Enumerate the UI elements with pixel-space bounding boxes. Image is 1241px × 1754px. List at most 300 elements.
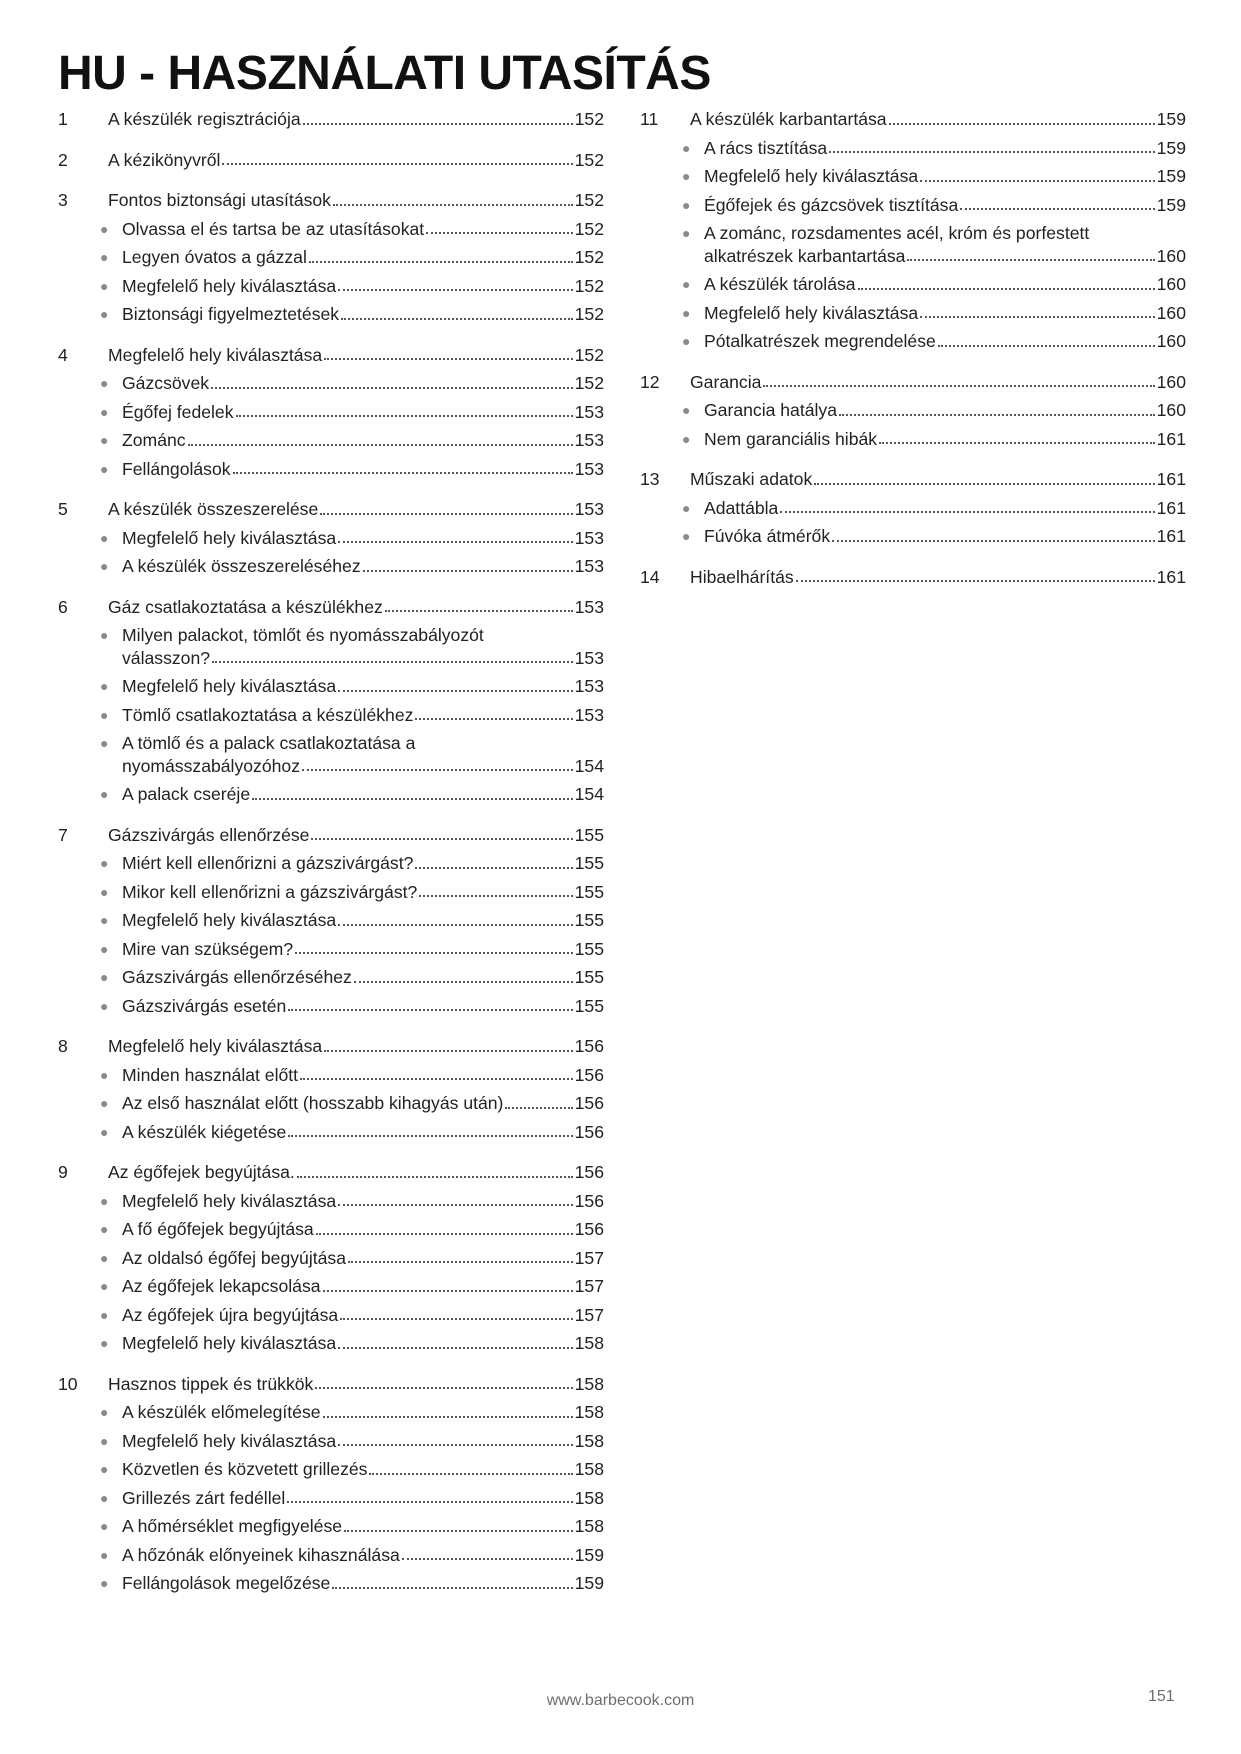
dot-leader bbox=[338, 541, 572, 543]
section-number: 8 bbox=[58, 1036, 68, 1056]
page-ref: 158 bbox=[574, 1516, 604, 1536]
toc-subentry[interactable] bbox=[58, 1487, 604, 1510]
dot-leader bbox=[338, 690, 572, 692]
toc-subentry[interactable] bbox=[58, 624, 604, 669]
toc-entry[interactable] bbox=[58, 1161, 604, 1184]
toc-subentry[interactable] bbox=[58, 1190, 604, 1213]
bullet-icon: ● bbox=[100, 375, 109, 391]
entry-title: Olvassa el és tartsa be az utasításokat bbox=[122, 218, 425, 239]
bullet-icon: ● bbox=[682, 168, 691, 184]
dot-leader bbox=[332, 1587, 572, 1589]
page-ref: 155 bbox=[574, 824, 604, 845]
page-ref: 153 bbox=[574, 401, 604, 422]
toc-subentry[interactable] bbox=[58, 675, 604, 698]
bullet-icon: ● bbox=[100, 1066, 109, 1083]
page-ref: 153 bbox=[574, 458, 604, 479]
entry-title-line bbox=[704, 245, 1186, 268]
entry-title: Égőfejek és gázcsövek tisztítása bbox=[704, 194, 959, 215]
dot-leader bbox=[303, 123, 573, 125]
entry-title: Tömlő csatlakoztatása a készülékhez bbox=[122, 704, 414, 725]
dot-leader bbox=[340, 1318, 572, 1320]
dot-leader bbox=[907, 259, 1154, 261]
entry-title-line bbox=[122, 647, 604, 670]
toc-section bbox=[58, 108, 604, 131]
entry-title: Megfelelő hely kiválasztása bbox=[108, 344, 323, 365]
dot-leader bbox=[212, 661, 573, 663]
page-title: HU - HASZNÁLATI UTASÍTÁS bbox=[58, 47, 711, 100]
entry-title-block bbox=[704, 222, 1186, 267]
entry-title: Hasznos tippek és trükkök bbox=[108, 1373, 314, 1394]
entry-title: A készülék összeszerelése bbox=[108, 499, 319, 519]
entry-title: Mire van szükségem? bbox=[122, 938, 294, 959]
bullet-icon: ● bbox=[100, 1221, 109, 1237]
entry-title: Mikor kell ellenőrizni a gázszivárgást? bbox=[122, 881, 418, 902]
entry-title: Az első használat előtt (hosszabb kihagyás után) bbox=[122, 1093, 504, 1113]
section-number: 4 bbox=[58, 344, 68, 365]
page-ref: 152 bbox=[574, 275, 604, 296]
toc-entry[interactable] bbox=[58, 149, 604, 172]
bullet-icon: ● bbox=[100, 1123, 109, 1140]
toc-subentry[interactable] bbox=[58, 1304, 604, 1327]
dot-leader bbox=[295, 952, 573, 954]
toc-subentry[interactable] bbox=[58, 1092, 604, 1115]
page-ref: 158 bbox=[574, 1333, 604, 1353]
entry-title: A palack cseréje bbox=[122, 784, 251, 804]
entry-title: Fellángolások megelőzése bbox=[122, 1573, 331, 1593]
page-ref: 159 bbox=[1156, 166, 1186, 186]
dot-leader bbox=[348, 1261, 573, 1263]
dot-leader bbox=[385, 610, 573, 612]
toc-section bbox=[640, 371, 1186, 451]
toc-subentry[interactable] bbox=[58, 1401, 604, 1424]
bullet-icon: ● bbox=[100, 403, 109, 420]
bullet-icon: ● bbox=[100, 940, 109, 957]
page-ref: 158 bbox=[574, 1487, 604, 1508]
bullet-icon: ● bbox=[100, 1432, 109, 1449]
bullet-icon: ● bbox=[100, 883, 109, 900]
entry-title: Biztonsági figyelmeztetések bbox=[122, 304, 340, 324]
toc-subentry[interactable] bbox=[640, 194, 1186, 217]
page-ref: 156 bbox=[574, 1121, 604, 1142]
dot-leader bbox=[300, 1078, 573, 1080]
entry-title: Fúvóka átmérők bbox=[704, 526, 831, 546]
dot-leader bbox=[297, 1176, 573, 1178]
bullet-icon: ● bbox=[682, 304, 691, 321]
dot-leader bbox=[338, 1444, 572, 1446]
dot-leader bbox=[222, 163, 572, 165]
entry-title: Fellángolások bbox=[122, 458, 231, 479]
entry-title: A tömlő és a palack csatlakoztatása a bbox=[122, 733, 416, 753]
dot-leader bbox=[324, 1050, 572, 1052]
toc-section bbox=[58, 498, 604, 578]
toc-subentry[interactable] bbox=[58, 246, 604, 269]
toc-subentry[interactable] bbox=[58, 1430, 604, 1453]
entry-title: Hibaelhárítás bbox=[690, 566, 794, 587]
toc-entry[interactable] bbox=[58, 596, 604, 619]
dot-leader bbox=[338, 289, 572, 291]
toc-entry[interactable] bbox=[640, 468, 1186, 491]
page-ref: 160 bbox=[1156, 245, 1186, 266]
toc-subentry[interactable] bbox=[58, 1544, 604, 1567]
bullet-icon: ● bbox=[100, 1095, 109, 1111]
toc-section bbox=[640, 566, 1186, 589]
bullet-icon: ● bbox=[100, 706, 109, 723]
toc-subentry[interactable] bbox=[58, 401, 604, 424]
dot-leader bbox=[341, 318, 573, 320]
toc-subentry[interactable] bbox=[58, 458, 604, 481]
toc-section bbox=[58, 1373, 604, 1595]
entry-title: Műszaki adatok bbox=[690, 469, 813, 489]
page-ref: 156 bbox=[574, 1162, 604, 1182]
page-ref: 152 bbox=[574, 304, 604, 324]
dot-leader bbox=[832, 540, 1155, 542]
bullet-icon: ● bbox=[682, 430, 691, 447]
toc-subentry[interactable] bbox=[640, 399, 1186, 422]
entry-title: A készülék összeszereléséhez bbox=[122, 556, 361, 576]
section-number: 14 bbox=[640, 566, 660, 587]
toc-subentry[interactable] bbox=[58, 555, 604, 578]
toc-subentry[interactable] bbox=[58, 1247, 604, 1270]
toc-subentry[interactable] bbox=[640, 302, 1186, 325]
dot-leader bbox=[363, 570, 573, 572]
dot-leader bbox=[338, 924, 572, 926]
toc-subentry[interactable] bbox=[58, 1332, 604, 1355]
bullet-icon: ● bbox=[682, 333, 691, 349]
dot-leader bbox=[920, 180, 1154, 182]
page-ref: 155 bbox=[574, 910, 604, 930]
toc-left-column bbox=[58, 108, 604, 1613]
toc-subentry[interactable] bbox=[640, 497, 1186, 520]
entry-title: Megfelelő hely kiválasztása bbox=[122, 1430, 337, 1451]
dot-leader bbox=[211, 387, 573, 389]
toc-subentry[interactable] bbox=[58, 429, 604, 452]
toc-subentry[interactable] bbox=[640, 137, 1186, 160]
toc-subentry[interactable] bbox=[640, 273, 1186, 296]
dot-leader bbox=[323, 1416, 573, 1418]
section-number: 6 bbox=[58, 596, 68, 617]
entry-title-block bbox=[122, 732, 604, 777]
toc-subentry[interactable] bbox=[58, 527, 604, 550]
toc-section bbox=[58, 344, 604, 481]
entry-title: Égőfej fedelek bbox=[122, 401, 234, 422]
toc-subentry[interactable] bbox=[58, 1458, 604, 1481]
entry-title: Miért kell ellenőrizni a gázszivárgást? bbox=[122, 853, 414, 873]
dot-leader bbox=[236, 415, 573, 417]
page-ref: 155 bbox=[574, 967, 604, 987]
page-ref: 153 bbox=[574, 704, 604, 725]
entry-title: A készülék regisztrációja bbox=[108, 109, 301, 129]
bullet-icon: ● bbox=[100, 855, 109, 871]
toc-entry[interactable] bbox=[640, 371, 1186, 394]
dot-leader bbox=[426, 232, 572, 234]
dot-leader bbox=[188, 444, 573, 446]
bullet-icon: ● bbox=[682, 225, 691, 241]
entry-title: Milyen palackot, tömlőt és nyomásszabályozót bbox=[122, 625, 484, 645]
entry-title-line bbox=[122, 755, 604, 778]
section-number: 10 bbox=[58, 1373, 78, 1394]
page-ref: 154 bbox=[574, 784, 604, 804]
dot-leader bbox=[338, 1204, 572, 1206]
page-ref: 159 bbox=[1156, 109, 1186, 129]
page-ref: 154 bbox=[574, 755, 604, 776]
entry-title: Garancia hatálya bbox=[704, 400, 838, 420]
bullet-icon: ● bbox=[100, 997, 109, 1014]
dot-leader bbox=[316, 1233, 573, 1235]
page-ref: 160 bbox=[1156, 400, 1186, 420]
toc-subentry[interactable] bbox=[58, 852, 604, 875]
toc-subentry[interactable] bbox=[640, 525, 1186, 548]
toc-subentry[interactable] bbox=[640, 330, 1186, 353]
page-ref: 155 bbox=[574, 853, 604, 873]
toc-section bbox=[58, 596, 604, 806]
toc-subentry[interactable] bbox=[58, 881, 604, 904]
bullet-icon: ● bbox=[100, 1404, 109, 1420]
bullet-icon: ● bbox=[100, 306, 109, 322]
toc-subentry[interactable] bbox=[58, 995, 604, 1018]
page-ref: 155 bbox=[574, 881, 604, 902]
bullet-icon: ● bbox=[100, 1335, 109, 1351]
entry-title: Zománc bbox=[122, 430, 186, 450]
page-ref: 159 bbox=[574, 1573, 604, 1593]
section-number: 12 bbox=[640, 371, 660, 392]
toc-subentry[interactable] bbox=[58, 966, 604, 989]
toc-section bbox=[58, 189, 604, 326]
page-ref: 152 bbox=[574, 109, 604, 129]
page-ref: 156 bbox=[574, 1036, 604, 1056]
bullet-icon: ● bbox=[100, 558, 109, 574]
toc-subentry[interactable] bbox=[58, 938, 604, 961]
page-ref: 158 bbox=[574, 1373, 604, 1394]
toc-entry[interactable] bbox=[58, 1035, 604, 1058]
page-ref: 153 bbox=[574, 676, 604, 696]
footer-website-url[interactable]: www.barbecook.com bbox=[546, 1692, 695, 1709]
footer-page-number: 151 bbox=[1148, 1688, 1175, 1705]
dot-leader bbox=[402, 1558, 573, 1560]
entry-title: A hőmérséklet megfigyelése bbox=[122, 1516, 343, 1536]
entry-title: Megfelelő hely kiválasztása bbox=[704, 166, 919, 186]
dot-leader bbox=[324, 358, 572, 360]
entry-title: Gázcsövek bbox=[122, 373, 210, 393]
dot-leader bbox=[288, 1009, 572, 1011]
bullet-icon: ● bbox=[682, 499, 691, 516]
section-number: 13 bbox=[640, 469, 660, 489]
page-ref: 152 bbox=[574, 373, 604, 393]
page-ref: 153 bbox=[574, 647, 604, 668]
dot-leader bbox=[938, 345, 1155, 347]
page-ref: 156 bbox=[574, 1219, 604, 1239]
toc-subentry[interactable] bbox=[58, 1064, 604, 1087]
dot-leader bbox=[338, 1347, 572, 1349]
toc-subentry[interactable] bbox=[58, 1121, 604, 1144]
page-ref: 157 bbox=[574, 1247, 604, 1268]
page-ref: 161 bbox=[1156, 566, 1186, 587]
bullet-icon: ● bbox=[100, 1489, 109, 1506]
bullet-icon: ● bbox=[100, 678, 109, 694]
toc-subentry[interactable] bbox=[58, 372, 604, 395]
page-ref: 157 bbox=[574, 1276, 604, 1296]
page-ref: 153 bbox=[574, 430, 604, 450]
page-ref: 161 bbox=[1156, 469, 1186, 489]
dot-leader bbox=[415, 718, 572, 720]
entry-title: Megfelelő hely kiválasztása bbox=[122, 527, 337, 548]
toc-subentry[interactable] bbox=[640, 428, 1186, 451]
page-ref: 158 bbox=[574, 1430, 604, 1451]
dot-leader bbox=[315, 1387, 572, 1389]
entry-title: A készülék előmelegítése bbox=[122, 1402, 321, 1422]
toc-right-column bbox=[640, 108, 1186, 606]
page-ref: 160 bbox=[1156, 302, 1186, 323]
bullet-icon: ● bbox=[682, 196, 691, 213]
bullet-icon: ● bbox=[100, 1575, 109, 1591]
toc-subentry[interactable] bbox=[58, 1218, 604, 1241]
entry-title: Legyen óvatos a gázzal bbox=[122, 247, 307, 267]
entry-title: Megfelelő hely kiválasztása bbox=[704, 302, 919, 323]
dot-leader bbox=[839, 414, 1155, 416]
page-ref: 159 bbox=[1156, 194, 1186, 215]
dot-leader bbox=[369, 1473, 572, 1475]
bullet-icon: ● bbox=[100, 1546, 109, 1563]
page-ref: 159 bbox=[1156, 137, 1186, 158]
bullet-icon: ● bbox=[100, 786, 109, 802]
dot-leader bbox=[311, 838, 572, 840]
entry-title-continued: nyomásszabályozóhoz bbox=[122, 755, 300, 776]
entry-title: Megfelelő hely kiválasztása bbox=[108, 1036, 323, 1056]
dot-leader bbox=[302, 769, 573, 771]
section-number: 2 bbox=[58, 149, 68, 170]
bullet-icon: ● bbox=[100, 1192, 109, 1209]
dot-leader bbox=[763, 385, 1154, 387]
entry-title: Pótalkatrészek megrendelése bbox=[704, 331, 936, 351]
toc-subentry[interactable] bbox=[58, 1515, 604, 1538]
entry-title: Gáz csatlakoztatása a készülékhez bbox=[108, 596, 383, 617]
entry-title: A készülék karbantartása bbox=[690, 109, 887, 129]
toc-subentry[interactable] bbox=[640, 222, 1186, 267]
toc-section bbox=[58, 1035, 604, 1143]
toc-entry[interactable] bbox=[58, 1373, 604, 1396]
dot-leader bbox=[309, 261, 573, 263]
bullet-icon: ● bbox=[100, 1461, 109, 1477]
entry-title: Megfelelő hely kiválasztása bbox=[122, 275, 337, 296]
toc-subentry[interactable] bbox=[58, 704, 604, 727]
page-ref: 156 bbox=[574, 1064, 604, 1085]
dot-leader bbox=[419, 895, 572, 897]
page-ref: 161 bbox=[1156, 428, 1186, 449]
entry-title: Minden használat előtt bbox=[122, 1064, 299, 1085]
section-number: 5 bbox=[58, 499, 68, 519]
entry-title: Adattábla bbox=[704, 497, 779, 518]
toc-subentry[interactable] bbox=[58, 275, 604, 298]
page-ref: 152 bbox=[574, 344, 604, 365]
entry-title: Megfelelő hely kiválasztása bbox=[122, 910, 337, 930]
dot-leader bbox=[505, 1107, 572, 1109]
toc-subentry[interactable] bbox=[58, 303, 604, 326]
dot-leader bbox=[814, 483, 1154, 485]
bullet-icon: ● bbox=[100, 529, 109, 546]
entry-title: Megfelelő hely kiválasztása bbox=[122, 1190, 337, 1211]
entry-title: A fő égőfejek begyújtása bbox=[122, 1219, 314, 1239]
page-ref: 160 bbox=[1156, 371, 1186, 392]
toc-entry[interactable] bbox=[58, 344, 604, 367]
toc-entry[interactable] bbox=[58, 498, 604, 521]
page-ref: 152 bbox=[574, 247, 604, 267]
section-number: 9 bbox=[58, 1162, 68, 1182]
page-ref: 160 bbox=[1156, 274, 1186, 294]
dot-leader bbox=[796, 580, 1155, 582]
dot-leader bbox=[960, 208, 1154, 210]
entry-title: Közvetlen és közvetett grillezés bbox=[122, 1459, 368, 1479]
toc-entry[interactable] bbox=[58, 108, 604, 131]
bullet-icon: ● bbox=[100, 460, 109, 477]
page-ref: 158 bbox=[574, 1459, 604, 1479]
dot-leader bbox=[889, 123, 1155, 125]
toc-subentry[interactable] bbox=[58, 909, 604, 932]
toc-subentry[interactable] bbox=[640, 165, 1186, 188]
toc-subentry[interactable] bbox=[58, 218, 604, 241]
toc-section bbox=[58, 824, 604, 1018]
dot-leader bbox=[354, 981, 573, 983]
entry-title: Az égőfejek újra begyújtása bbox=[122, 1304, 339, 1325]
dot-leader bbox=[344, 1530, 573, 1532]
bullet-icon: ● bbox=[100, 220, 109, 237]
toc-entry[interactable] bbox=[640, 108, 1186, 131]
entry-title: Megfelelő hely kiválasztása bbox=[122, 1333, 337, 1353]
toc-subentry[interactable] bbox=[58, 1572, 604, 1595]
entry-title: A kézikönyvről bbox=[108, 149, 221, 170]
toc-entry[interactable] bbox=[640, 566, 1186, 589]
toc-subentry[interactable] bbox=[58, 783, 604, 806]
section-number: 3 bbox=[58, 190, 68, 210]
page-ref: 156 bbox=[574, 1190, 604, 1211]
entry-title: Fontos biztonsági utasítások bbox=[108, 190, 331, 210]
dot-leader bbox=[920, 316, 1154, 318]
dot-leader bbox=[287, 1501, 572, 1503]
toc-entry[interactable] bbox=[58, 189, 604, 212]
dot-leader bbox=[320, 513, 572, 515]
toc-entry[interactable] bbox=[58, 824, 604, 847]
bullet-icon: ● bbox=[100, 627, 109, 643]
entry-title: Gázszivárgás esetén bbox=[122, 995, 287, 1016]
entry-title: A készülék kiégetése bbox=[122, 1121, 287, 1142]
page-ref: 161 bbox=[1156, 497, 1186, 518]
entry-title-block bbox=[122, 624, 604, 669]
section-number: 11 bbox=[640, 109, 659, 129]
bullet-icon: ● bbox=[100, 1518, 109, 1534]
toc-subentry[interactable] bbox=[58, 732, 604, 777]
page-ref: 160 bbox=[1156, 331, 1186, 351]
entry-title-continued: válasszon? bbox=[122, 647, 211, 668]
dot-leader bbox=[780, 511, 1154, 513]
toc-subentry[interactable] bbox=[58, 1275, 604, 1298]
dot-leader bbox=[415, 867, 572, 869]
bullet-icon: ● bbox=[682, 402, 691, 418]
section-number: 7 bbox=[58, 824, 68, 845]
toc-section bbox=[640, 108, 1186, 353]
entry-title: Az oldalsó égőfej begyújtása bbox=[122, 1247, 346, 1268]
page-ref: 155 bbox=[574, 995, 604, 1016]
dot-leader bbox=[879, 442, 1155, 444]
entry-title: Garancia bbox=[690, 371, 762, 392]
toc-section bbox=[58, 149, 604, 172]
page-ref: 152 bbox=[574, 190, 604, 210]
bullet-icon: ● bbox=[682, 139, 691, 156]
page-ref: 159 bbox=[574, 1544, 604, 1565]
bullet-icon: ● bbox=[682, 276, 691, 292]
dot-leader bbox=[323, 1290, 573, 1292]
page-ref: 156 bbox=[574, 1093, 604, 1113]
entry-title: Megfelelő hely kiválasztása bbox=[122, 676, 337, 696]
bullet-icon: ● bbox=[100, 1249, 109, 1266]
page-ref: 152 bbox=[574, 149, 604, 170]
